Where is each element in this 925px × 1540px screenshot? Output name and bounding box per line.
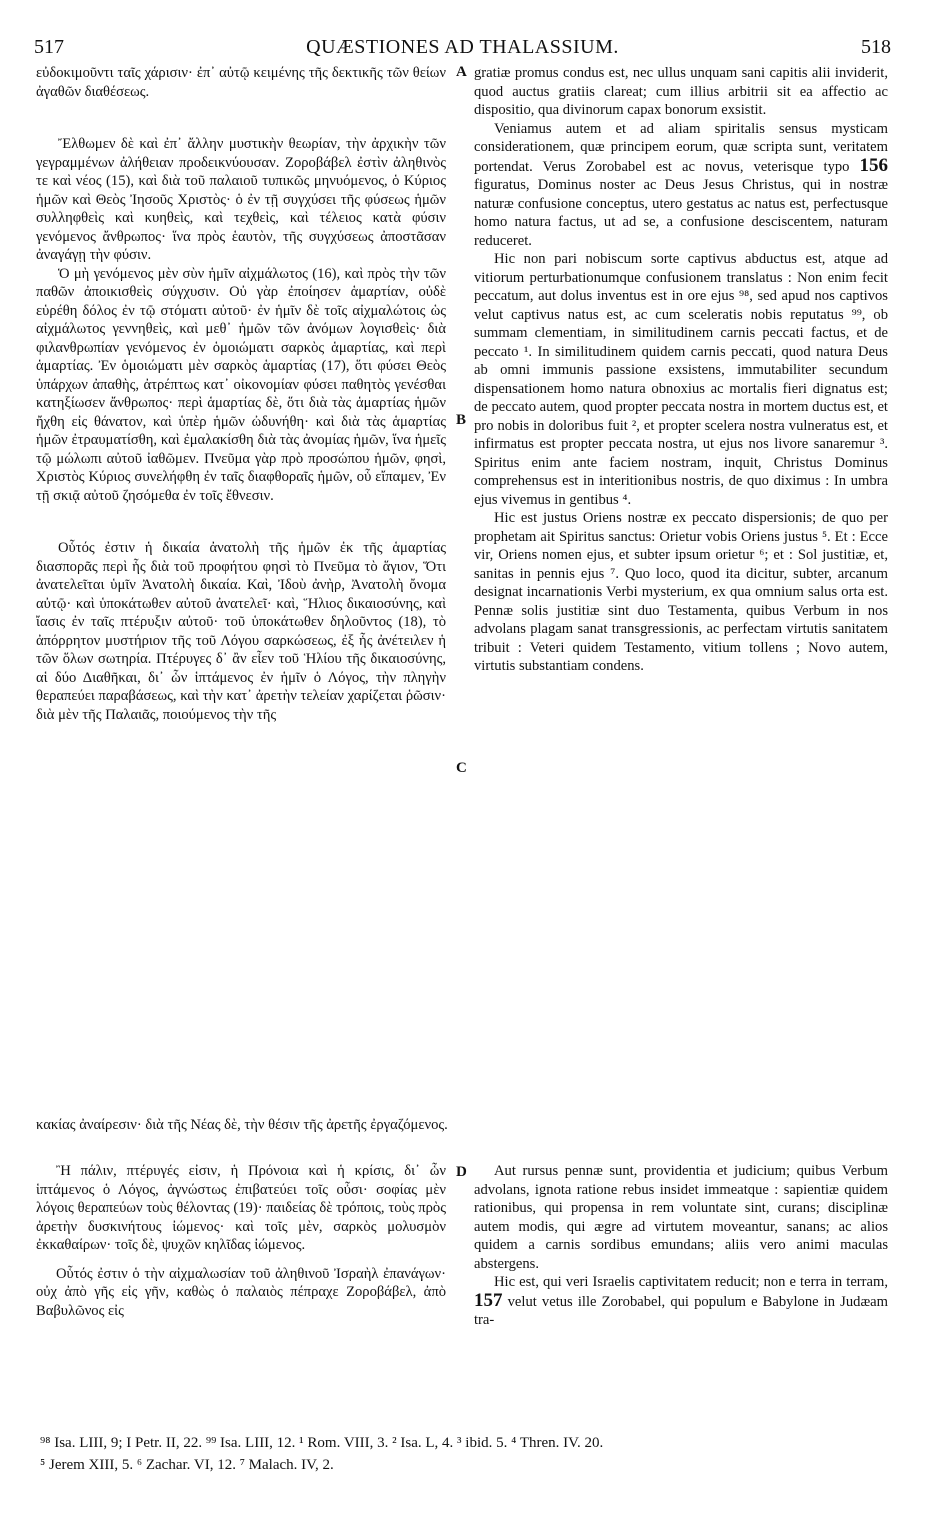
- latin-paragraph-1-a: Veniamus autem et ad aliam spiritalis sensus mysticam considerationem, quæ principem eorum, quæ scripta sunt, veritatem portendat. Verus Zorobabel est ac novus, veterisque typo: [474, 120, 888, 175]
- greek-bridge-line: κακίας ἀναίρεσιν· διὰ τῆς Νέας δὲ, τὴν θέσιν τῆς ἀρετῆς ἐργαζόμενος.: [36, 1117, 448, 1133]
- running-header: [0, 36, 925, 62]
- latin-paragraph-1-b: figuratus, Dominus noster ac Deus Jesus Christus, qui in nostræ naturæ confusione conceptus, utero gestatus ac natus est, perfectusque homo natura factus, ut ad se, a confusione desciscentem, naturam reduceret.: [474, 177, 888, 249]
- footnote-line-1: ⁹⁸ Isa. LIII, 9; I Petr. II, 22. ⁹⁹ Isa. LIII, 12. ¹ Rom. VIII, 3. ² Isa. L, 4. ³ ibid. 5. ⁴ Thren. IV. 20.: [40, 1435, 604, 1451]
- greek-column: [36, 64, 446, 724]
- latin-column-lower: [474, 1162, 888, 1330]
- latin-paragraph-5: [474, 1273, 888, 1330]
- latin-paragraph-5-b: velut vetus ille Zorobabel, qui populum e Babylone in Judæam tra-: [474, 1293, 889, 1328]
- running-title: QUÆSTIONES AD THALASSIUM.: [306, 36, 619, 58]
- page-marker-157: 157: [474, 1289, 503, 1311]
- greek-paragraph-5: Οὗτός ἐστιν ὁ τὴν αἰχμαλωσίαν τοῦ ἀληθινοῦ Ἰσραὴλ ἐπανάγων· οὐχ ἀπὸ γῆς εἰς γῆν, καθὼς ὁ παλαιὸς πέπραχε Ζοροβάβελ, ἀπὸ Βαβυλῶνος εἰς: [36, 1265, 446, 1319]
- latin-paragraph-2: Hic non pari nobiscum sorte captivus abductus est, atque ad vitiorum perturbationumque confusionem translatus : Non enim fecit peccatum, aut dolus inventus est in ore ejus ⁹⁸, sed apud nos captivos velut captivus natus est, ac cum sceleratis nobis reputatus ⁹⁹, ob summam clementiam, in similitudinem carnis peccati factus, et de peccato ¹. In similitudinem quidem carnis peccati, quod natura Deus ab omni immunis passione exsistens, immutabiliter secundum dispensationem homo natura obnoxius ac mortalis fieri dignatus est; de peccato autem, quod propter peccata nostra in mortem ductus est, et pro nobis in doloribus fuit ², et propter scelera nostra vulneratus est, et infirmatus est propter peccata nostra, ut ejus nos livore sanaremur ³. Spiritus enim ante faciem nostram, inquit, Christus Dominus comprehensus est in interitionibus nostris, de quo diximus : In umbra ejus vivemus in gentibus ⁴.: [474, 251, 888, 508]
- margin-letter-a: A: [456, 64, 467, 80]
- greek-paragraph-0: εὐδοκιμοῦντι ταῖς χάρισιν· ἐπ᾽ αὐτῷ κειμένης τῆς δεκτικῆς τῶν θείων ἀγαθῶν διαθέσεως.: [36, 65, 446, 100]
- page-number-right: 518: [861, 36, 891, 58]
- page-number-left: 517: [34, 36, 64, 58]
- greek-paragraph-2: Ὁ μὴ γενόμενος μὲν σὺν ἡμῖν αἰχμάλωτος (16), καὶ πρὸς τὴν τῶν παθῶν ἀποικισθεὶς σύγχυσιν. Οὐ γὰρ ἐποίησεν ἁμαρτίαν, οὐδὲ εὑρέθη δόλος ἐν τῷ στόματι αὐτοῦ· ἐν ἡμῖν δὲ τοῖς αἰχμαλώτοις ὡς αἰχμάλωτος γεννηθεὶς, καὶ μεθ᾽ ἡμῶν τῶν ἀνόμων λογισθεὶς· διὰ φιλανθρωπίαν γενόμενος ἐν ὁμοιώματι σαρκὸς ἁμαρτίας, καὶ περὶ ἁμαρτίας. Ἐν ὁμοιώματι μὲν σαρκὸς ἁμαρτίας (17), ὅτι φύσει Θεὸς ὑπάρχων ἀπαθὴς, ἀτρέπτως κατ᾽ οἰκονομίαν φύσει παθητὸς γενέσθαι κατηξίωσεν ἄνθρωπος· περὶ ἁμαρτίας δὲ, ὅτι διὰ τὰς ἁμαρτίας ἡμῶν ἤχθη εἰς θάνατον, καὶ ὑπὲρ ἡμῶν ὠδυνήθη· καὶ διὰ τὰς ἁμαρτίας ἡμῶν ἐτραυματίσθη, καὶ ἐμαλακίσθη διὰ τὰς ἀνομίας ἡμῶν, ἵνα ἡμεῖς τῷ μώλωπι αὐτοῦ ἰαθῶμεν. Πνεῦμα γὰρ πρὸ προσώπου ἡμῶν, φησὶ, Χριστὸς Κύριος συνελήφθη ἐν ταῖς διαφθοραῖς ἡμῶν, οὗ εἴπαμεν, Ἐν τῇ σκιᾷ αὐτοῦ ζησόμεθα ἐν τοῖς ἔθνεσιν.: [36, 265, 446, 504]
- footnote-line-2: ⁵ Jerem XIII, 5. ⁶ Zachar. VI, 12. ⁷ Malach. IV, 2.: [40, 1457, 334, 1473]
- latin-paragraph-3: Hic est justus Oriens nostræ ex peccato dispersionis; de quo per prophetam ait Spiritus sanctus: Orietur vobis Oriens justus ⁵. Et : Ecce vir, Oriens nomen ejus, et subter ipsum orietur ⁶; et : Sol justitiæ, et, sanitas in pennis ejus ⁷. Quo loco, quod ita dicitur, subter, arcanum designat incarnationis Verbi mysterium, ex qua omnium salus orta est. Pennæ solis justitiæ sint duo Testamenta, quibus Verbum in nos advolans plagam sanat transgressionis, ac perfectam virtutis sanitatem tribuit : Veteri quidem Testamento, vitium tollens ; Novo autem, virtutis substantiam condens.: [474, 510, 888, 674]
- latin-paragraph-1: [474, 120, 888, 251]
- latin-paragraph-5-a: Hic est, qui veri Israelis captivitatem reducit; non e terra in terram,: [494, 1274, 888, 1290]
- latin-paragraph-0: gratiæ promus condus est, nec ullus unquam sani capitis alii inviderit, quod auctus gratiis clareat; cum illius arbitrii sit ea affectio ac dispositio, qua divinorum capax bonorum exsistit.: [474, 65, 888, 118]
- footnotes: [40, 1432, 888, 1476]
- latin-paragraph-4: Aut rursus pennæ sunt, providentia et judicium; quibus Verbum advolans, ignota ratione rebus insidet immeatque : sapientiæ quidem rationibus, qui propensa in rem voluntate sint, curans; disciplinæ autem modis, qui ægre ad virtutem moveantur, sanans; ac alios quidem a carnis sordibus emundans; aliis vero animi maculas abstergens.: [474, 1163, 888, 1272]
- margin-letter-d: D: [456, 1164, 467, 1180]
- margin-letter-b: B: [456, 412, 467, 428]
- page-marker-156: 156: [859, 154, 888, 176]
- margin-letter-c: C: [456, 760, 467, 776]
- latin-column: [474, 64, 888, 676]
- greek-paragraph-1: Ἔλθωμεν δὲ καὶ ἐπ᾽ ἄλλην μυστικὴν θεωρίαν, τὴν ἀρχικὴν τῶν γεγραμμένων ἀλήθειαν προδεικνύουσαν. Ζοροβάβελ ἐστὶν ἀληθινὸς τε καὶ νέος (15), καὶ διὰ τοῦ παλαιοῦ τυπικῶς μηνυόμενος, ὁ Κύριος ἡμῶν καὶ Θεὸς Ἰησοῦς Χριστὸς· ὁ ἐν τῇ συγχύσει τῆς φύσεως ἡμῶν συλληφθεὶς καὶ κυηθεὶς, καὶ τεχθεὶς, καὶ τέλειος κατὰ φύσιν γενόμενος ἄνθρωπος· ἵνα πρὸς ἑαυτὸν, τῆς συγχύσεως ἀποστᾶσαν ἀναγάγῃ τὴν φύσιν.: [36, 136, 446, 263]
- greek-paragraph-3: Οὗτός ἐστιν ἡ δικαία ἀνατολὴ τῆς ἡμῶν ἐκ τῆς ἁμαρτίας διασπορᾶς περὶ ἧς διὰ τοῦ προφήτου φησὶ τὸ Πνεῦμα τὸ ἅγιον, Ὅτι ἀνατελεῖται ὑμῖν Ἀνατολὴ δικαία. Καὶ, Ἰδοὺ ἀνὴρ, Ἀνατολὴ ὄνομα αὐτῷ· καὶ ὑποκάτωθεν αὐτοῦ ἀνατελεῖ· καὶ, Ἥλιος δικαιοσύνης, καὶ ἴασις ἐν ταῖς πτέρυξιν αὐτοῦ· τοῦ ὑποκάτωθεν δηλοῦντος (18), τὸ ἀπόρρητον μυστήριον τῆς τοῦ Λόγου σαρκώσεως, ἐξ ἧς ἀνέτειλεν ἡ τῶν ὅλων σωτηρία. Πτέρυγες δ᾽ ἂν εἶεν τοῦ Ἡλίου τῆς δικαιοσύνης, αἱ δύο Διαθῆκαι, δι᾽ ὧν ἱπτάμενος ἐν ἡμῖν ὁ Λόγος, τὴν πληγὴν θεραπεύει παραβάσεως, καὶ τὴν κατ᾽ ἀρετὴν τελείαν χαρίζεται ῥῶσιν· διὰ μὲν τῆς Παλαιᾶς, ποιούμενος τὴν τῆς: [36, 540, 446, 723]
- greek-column-lower: [36, 1162, 446, 1320]
- greek-paragraph-4: Ἢ πάλιν, πτέρυγές εἰσιν, ἡ Πρόνοια καὶ ἡ κρίσις, δι᾽ ὧν ἱπτάμενος ὁ Λόγος, ἀγνώστως ἐπιβατεύει τοῖς οὖσι· σοφίας μὲν λόγοις θεραπεύων τοὺς θέλοντας (19)· παιδείας δὲ τρόποις, τοὺς πρὸς ἀρετὴν δυσκινήτους ἰώμενος· καὶ τοῖς μὲν, σαρκὸς μολυσμὸν ἐκκαθαίρων· τοῖς δὲ, ψυχῶν κηλῖδας ἰώμενος.: [36, 1163, 446, 1253]
